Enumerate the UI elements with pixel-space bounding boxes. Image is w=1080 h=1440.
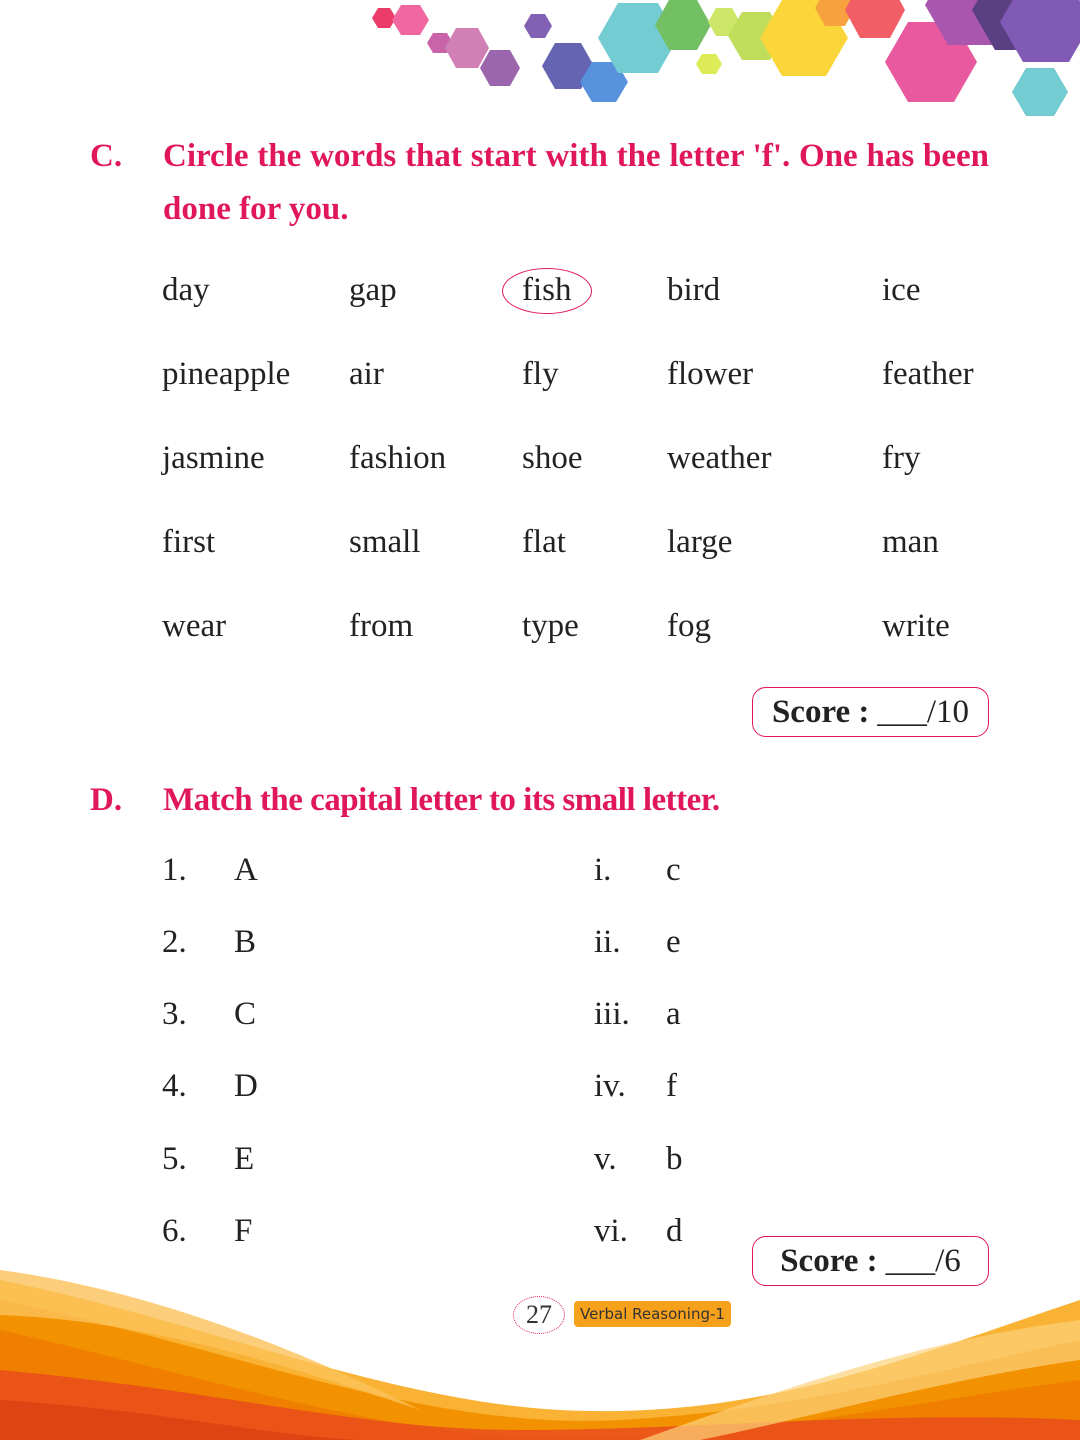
hexagon-shape — [524, 14, 552, 38]
match-left-letter[interactable]: B — [234, 924, 257, 960]
section-d-instruction: Match the capital letter to its small letter. — [163, 782, 720, 818]
word-item[interactable]: flat — [522, 524, 566, 560]
section-c-letter: C. — [90, 138, 123, 174]
match-left-number: 4. — [162, 1068, 187, 1104]
word-item[interactable]: large — [667, 524, 733, 560]
word-item[interactable]: pineapple — [162, 356, 291, 392]
match-left-number: 3. — [162, 996, 187, 1032]
word-item[interactable]: day — [162, 272, 210, 308]
match-right-letter[interactable]: c — [666, 852, 681, 888]
match-left-letter[interactable]: D — [234, 1068, 258, 1104]
score-box-c — [752, 687, 989, 737]
match-right-letter[interactable]: d — [666, 1213, 683, 1249]
section-c-instruction: Circle the words that start with the letter 'f'. One has been done for you. — [163, 138, 989, 227]
score-label: Score : — [771, 693, 870, 730]
book-title-badge: Verbal Reasoning-1 — [574, 1301, 731, 1327]
word-item[interactable]: bird — [667, 272, 721, 308]
word-item[interactable]: small — [349, 524, 421, 560]
score-box-d — [752, 1236, 989, 1286]
page-number: 27 — [513, 1296, 565, 1334]
hexagon-shape — [1000, 0, 1080, 62]
match-right-letter[interactable]: e — [666, 924, 681, 960]
score-value: ___/10 — [877, 693, 970, 730]
match-left-letter[interactable]: C — [234, 996, 257, 1032]
match-right-letter[interactable]: f — [666, 1068, 677, 1104]
hexagon-shape — [1012, 68, 1068, 116]
word-item[interactable]: write — [882, 608, 950, 644]
score-label: Score : — [780, 1242, 878, 1279]
match-left-number: 2. — [162, 924, 187, 960]
word-item[interactable]: first — [162, 524, 216, 560]
word-item[interactable]: wear — [162, 608, 227, 644]
wave-decoration — [0, 1260, 1080, 1440]
word-item[interactable]: from — [349, 608, 414, 644]
score-value: ___/6 — [885, 1242, 961, 1279]
word-item[interactable]: air — [349, 356, 384, 392]
match-left-letter[interactable]: E — [234, 1141, 255, 1177]
word-item[interactable]: weather — [667, 440, 772, 476]
word-item[interactable]: shoe — [522, 440, 583, 476]
section-d-letter: D. — [90, 782, 123, 818]
match-left-letter[interactable]: A — [234, 852, 258, 888]
hexagon-shape — [480, 50, 520, 86]
match-right-number: ii. — [594, 924, 621, 960]
hexagon-shape — [696, 54, 722, 74]
hexagon-shape — [445, 28, 489, 68]
word-item[interactable]: gap — [349, 272, 397, 308]
word-item[interactable]: flower — [667, 356, 754, 392]
hexagon-shape — [372, 8, 396, 28]
hexagon-shape — [392, 5, 429, 35]
match-right-number: iv. — [594, 1068, 626, 1104]
hexagon-decoration — [0, 0, 1080, 130]
word-item-circled[interactable]: fish — [522, 272, 572, 308]
match-left-number: 6. — [162, 1213, 187, 1249]
match-right-letter[interactable]: a — [666, 996, 681, 1032]
match-right-number: v. — [594, 1141, 617, 1177]
hexagon-shape — [845, 0, 905, 38]
word-item[interactable]: feather — [882, 356, 974, 392]
word-item[interactable]: type — [522, 608, 579, 644]
word-item[interactable]: fry — [882, 440, 921, 476]
word-item[interactable]: ice — [882, 272, 921, 308]
match-right-number: iii. — [594, 996, 630, 1032]
match-left-number: 5. — [162, 1141, 187, 1177]
word-item[interactable]: fly — [522, 356, 559, 392]
word-item[interactable]: jasmine — [162, 440, 265, 476]
word-item[interactable]: man — [882, 524, 939, 560]
match-right-number: vi. — [594, 1213, 628, 1249]
match-right-letter[interactable]: b — [666, 1141, 683, 1177]
word-item[interactable]: fog — [667, 608, 711, 644]
match-left-number: 1. — [162, 852, 187, 888]
match-left-letter[interactable]: F — [234, 1213, 253, 1249]
word-item[interactable]: fashion — [349, 440, 447, 476]
match-right-number: i. — [594, 852, 612, 888]
